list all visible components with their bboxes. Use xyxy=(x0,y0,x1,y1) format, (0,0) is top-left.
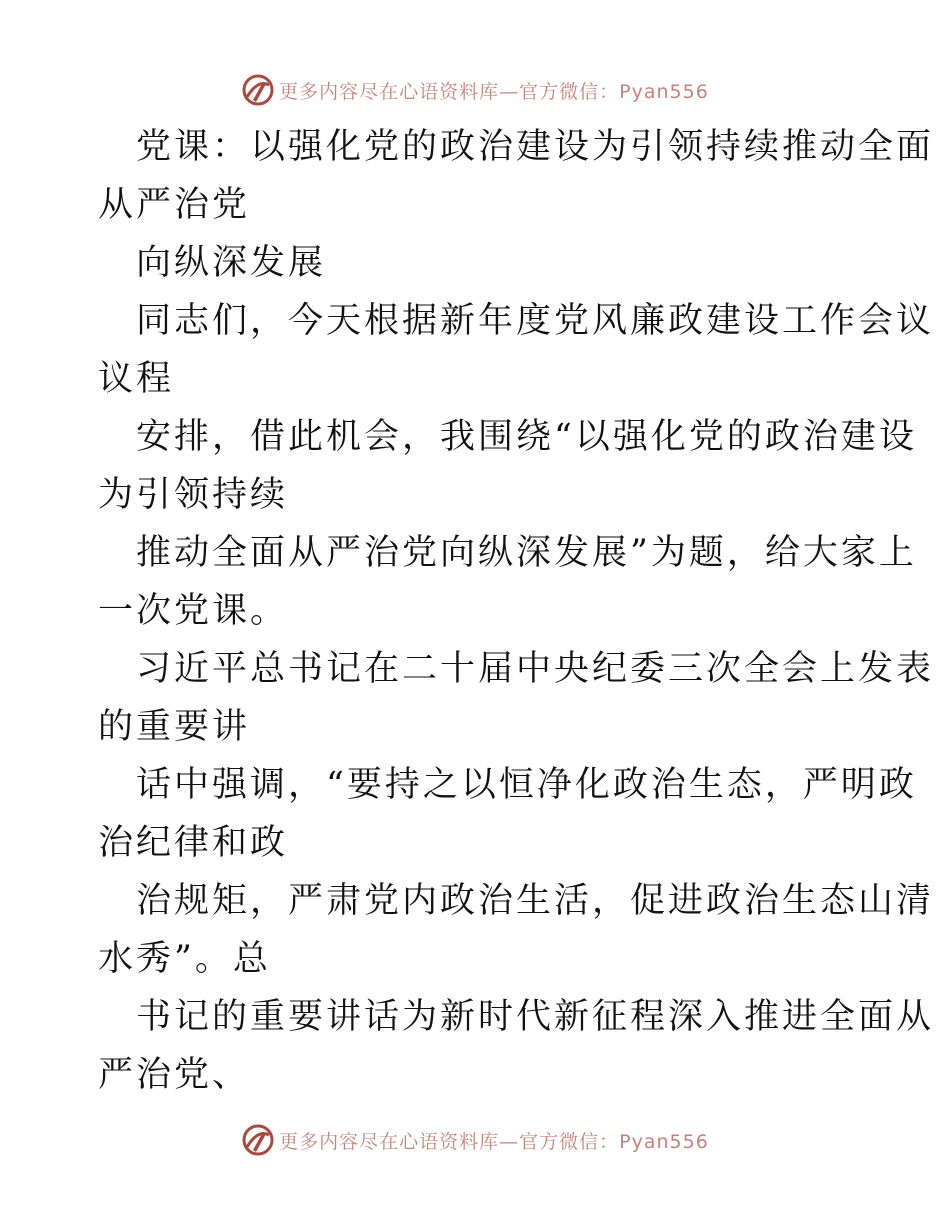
watermark-contact: 官方微信：Pyan556 xyxy=(519,1130,709,1153)
text-line: 同志们，今天根据新年度党风廉政建设工作会议 xyxy=(136,301,935,341)
text-line: 一次党课。 xyxy=(98,591,289,631)
text-line: 推动全面从严治党向纵深发展”为题，给大家上 xyxy=(136,533,917,573)
text-line: 的重要讲 xyxy=(98,707,251,747)
footer-watermark xyxy=(0,1120,950,1160)
text-line: 安排，借此机会，我围绕“以强化党的政治建设 xyxy=(136,417,917,457)
text-line: 话中强调，“要持之以恒净化政治生态，严明政 xyxy=(136,765,917,805)
text-line: 向纵深发展 xyxy=(136,243,327,283)
text-line: 书记的重要讲话为新时代新征程深入推进全面从 xyxy=(136,997,935,1037)
text-line: 为引领持续 xyxy=(98,475,289,515)
watermark-text xyxy=(279,77,709,104)
header-watermark xyxy=(0,70,950,110)
watermark-dash: — xyxy=(499,1130,520,1153)
watermark-brand: 更多内容尽在心语资料库 xyxy=(279,1130,500,1153)
text-line: 水秀”。总 xyxy=(98,939,271,979)
logo-icon xyxy=(241,1123,275,1157)
document-body xyxy=(98,118,935,1104)
watermark-text xyxy=(279,1127,709,1154)
logo-icon xyxy=(241,73,275,107)
watermark-brand: 更多内容尽在心语资料库 xyxy=(279,80,500,103)
text-line: 党课：以强化党的政治建设为引领持续推动全面 xyxy=(136,127,935,167)
watermark-contact: 官方微信：Pyan556 xyxy=(519,80,709,103)
text-line: 议程 xyxy=(98,359,175,399)
text-line: 治纪律和政 xyxy=(98,823,289,863)
text-line: 治规矩，严肃党内政治生活，促进政治生态山清 xyxy=(136,881,935,921)
text-line: 习近平总书记在二十届中央纪委三次全会上发表 xyxy=(136,649,935,689)
watermark-dash: — xyxy=(499,80,520,103)
text-line: 严治党、 xyxy=(98,1055,251,1095)
text-line: 从严治党 xyxy=(98,185,251,225)
